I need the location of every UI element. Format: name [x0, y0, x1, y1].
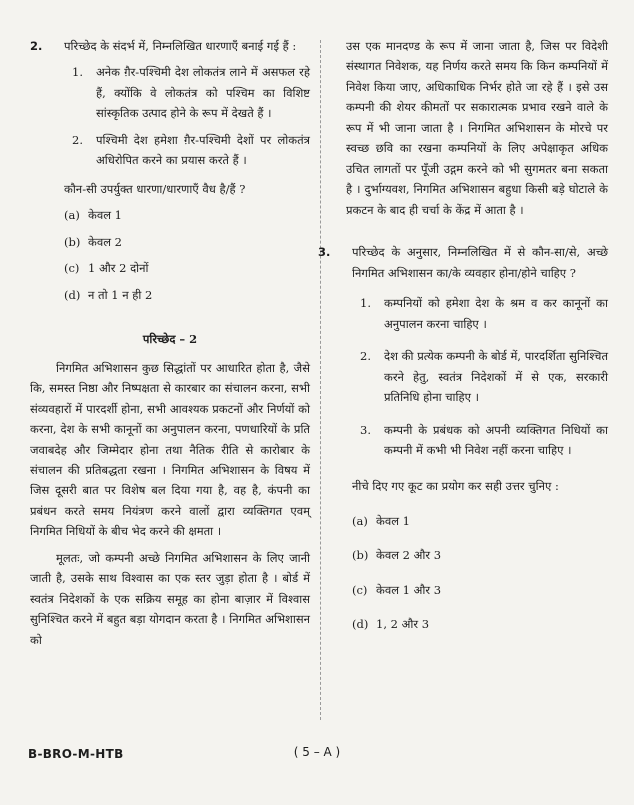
statement-number: 3.: [360, 422, 371, 437]
statement-number: 2.: [72, 132, 83, 147]
option-d[interactable]: [352, 614, 608, 634]
option-text: केवल 2: [88, 234, 122, 249]
option-label: (b): [64, 234, 81, 249]
option-a[interactable]: [352, 511, 608, 531]
left-column: [30, 36, 310, 656]
statement-text: देश की प्रत्येक कम्पनी के बोर्ड में, पारदर्शिता सुनिश्चित करने हेतु, स्वतंत्र निदेशकों में से एक, सरकारी प्रतिनिधि होना चाहिए ।: [384, 349, 608, 405]
option-label: (a): [64, 208, 80, 223]
option-d[interactable]: [64, 285, 310, 305]
option-b[interactable]: [352, 545, 608, 565]
passage-paragraph: मूलतः, जो कम्पनी अच्छे निगमित अभिशासन के लिए जानी जाती है, उसके साथ विश्वास का एक स्तर जुड़ा होता है । बोर्ड में स्वतंत्र निदेशकों के एक सक्रिय समूह का होना बाज़ार में विश्वास सुनिश्चित करने में बहुत बड़ा योगदान करता है । निगमित अभिशासन को: [30, 550, 310, 647]
statement-text: कम्पनी के प्रबंधक को अपनी व्यक्तिगत निधियों का कम्पनी में कभी भी निवेश नहीं करना चाहिए ।: [384, 422, 608, 457]
option-list: [352, 511, 608, 635]
option-text: केवल 2 और 3: [376, 548, 442, 563]
statement-text: पश्चिमी देश हमेशा ग़ैर-पश्चिमी देशों पर लोकतंत्र अधिरोपित करने का प्रयास करते हैं ।: [96, 132, 310, 168]
page-number: ( 5 – A ): [293, 745, 341, 759]
statement-number: 1.: [360, 296, 371, 311]
statement-text: अनेक ग़ैर-पश्चिमी देश लोकतंत्र लाने में असफल रहे हैं, क्योंकि वे लोकतंत्र को पश्चिम का विशिष्ट सांस्कृतिक उत्पाद होने के रूप में देखते हैं ।: [96, 65, 310, 121]
question-text: परिच्छेद के अनुसार, निम्नलिखित में से कौन-सा/से, अच्छे निगमित अभिशासन का/के व्यवहार होना/होने चाहिए ?: [352, 245, 608, 280]
option-b[interactable]: [64, 232, 310, 252]
option-label: (d): [352, 617, 369, 632]
option-a[interactable]: [64, 205, 310, 225]
statement-item: [72, 62, 310, 123]
statement-list: [64, 62, 310, 170]
question-3: [318, 242, 608, 635]
option-c[interactable]: [64, 258, 310, 278]
question-ask: नीचे दिए गए कूट का प्रयोग कर सही उत्तर चुनिए :: [352, 479, 559, 494]
statement-item: [72, 130, 310, 171]
statement-item: [360, 293, 608, 334]
option-label: (d): [64, 287, 81, 302]
option-label: (c): [64, 261, 80, 276]
option-label: (b): [352, 548, 369, 563]
passage-paragraph: निगमित अभिशासन कुछ सिद्धांतों पर आधारित होता है, जैसे कि, समस्त निष्ठा और निष्पक्षता से कारबार का संचालन करना, सभी संव्यवहारों में पारदर्शी होना, सभी आवश्यक प्रकटनों और निर्णयों को करना, देश के सभी कानूनों का अनुपालन करना, पणधारियों के प्रति जवाबदेह और जिम्मेदार होना तथा नैतिक रीति से कारोबार के संचालन की प्रतिबद्धता रखना । निगमित अभिशासन के विषय में जिस दूसरी बात पर विशेष बल दिया गया है, वह है, कंपनी का प्रबंधन करते समय नियंत्रण करने वालों द्वारा व्यक्तिगत एवम् निगमित निधियों के बीच भेद करने की क्षमता ।: [30, 360, 310, 539]
option-text: केवल 1: [376, 513, 410, 528]
option-label: (a): [352, 513, 368, 528]
option-text: 1, 2 और 3: [376, 617, 430, 632]
statement-number: 2.: [360, 349, 371, 364]
statement-number: 1.: [72, 65, 83, 80]
option-text: केवल 1 और 3: [376, 582, 442, 597]
question-number: 2.: [30, 39, 43, 53]
passage-continuation: उस एक मानदण्ड के रूप में जाना जाता है, जिस पर विदेशी संस्थागत निवेशक, यह निर्णय करते समय कि किन कम्पनियों में निवेश किया जाए, अधिकाधिक निर्भर होते जा रहे हैं । इसे उस कम्पनी की शेयर कीमतों पर सकारात्मक प्रभाव रखने वाले के रूप में भी जाना जाता है । निगमित अभिशासन के मोरचे पर स्वच्छ छवि का रखना कम्पनियों के लिए अपेक्षाकृत अधिक उचित लागतों पर पूँजी उद्गम करने को भी सुगमतर बना सकता है । दुर्भाग्यवश, निगमित अभिशासन बहुधा किसी बड़े घोटाले के प्रकटन के बाद ही चर्चा के केंद्र में आता है ।: [346, 39, 608, 217]
option-text: 1 और 2 दोनों: [88, 261, 149, 276]
statement-item: [360, 346, 608, 407]
statement-item: [360, 420, 608, 461]
passage-heading: परिच्छेद – 2: [142, 332, 198, 347]
booklet-code: B-BRO-M-HTB: [28, 747, 124, 761]
question-2: [30, 36, 310, 305]
statement-list: [352, 293, 608, 460]
question-number: 3.: [318, 245, 331, 260]
statement-text: कम्पनियों को हमेशा देश के श्रम व कर कानूनों का अनुपालन करना चाहिए ।: [384, 296, 608, 331]
right-column: [318, 36, 608, 635]
option-c[interactable]: [352, 580, 608, 600]
option-text: केवल 1: [88, 208, 122, 223]
option-text: न तो 1 न ही 2: [88, 287, 153, 302]
option-label: (c): [352, 582, 368, 597]
question-ask: कौन-सी उपर्युक्त धारणा/धारणाएँ वैध है/हैं ?: [64, 181, 246, 196]
question-text: परिच्छेद के संदर्भ में, निम्नलिखित धारणाएँ बनाई गई हैं :: [64, 39, 297, 53]
